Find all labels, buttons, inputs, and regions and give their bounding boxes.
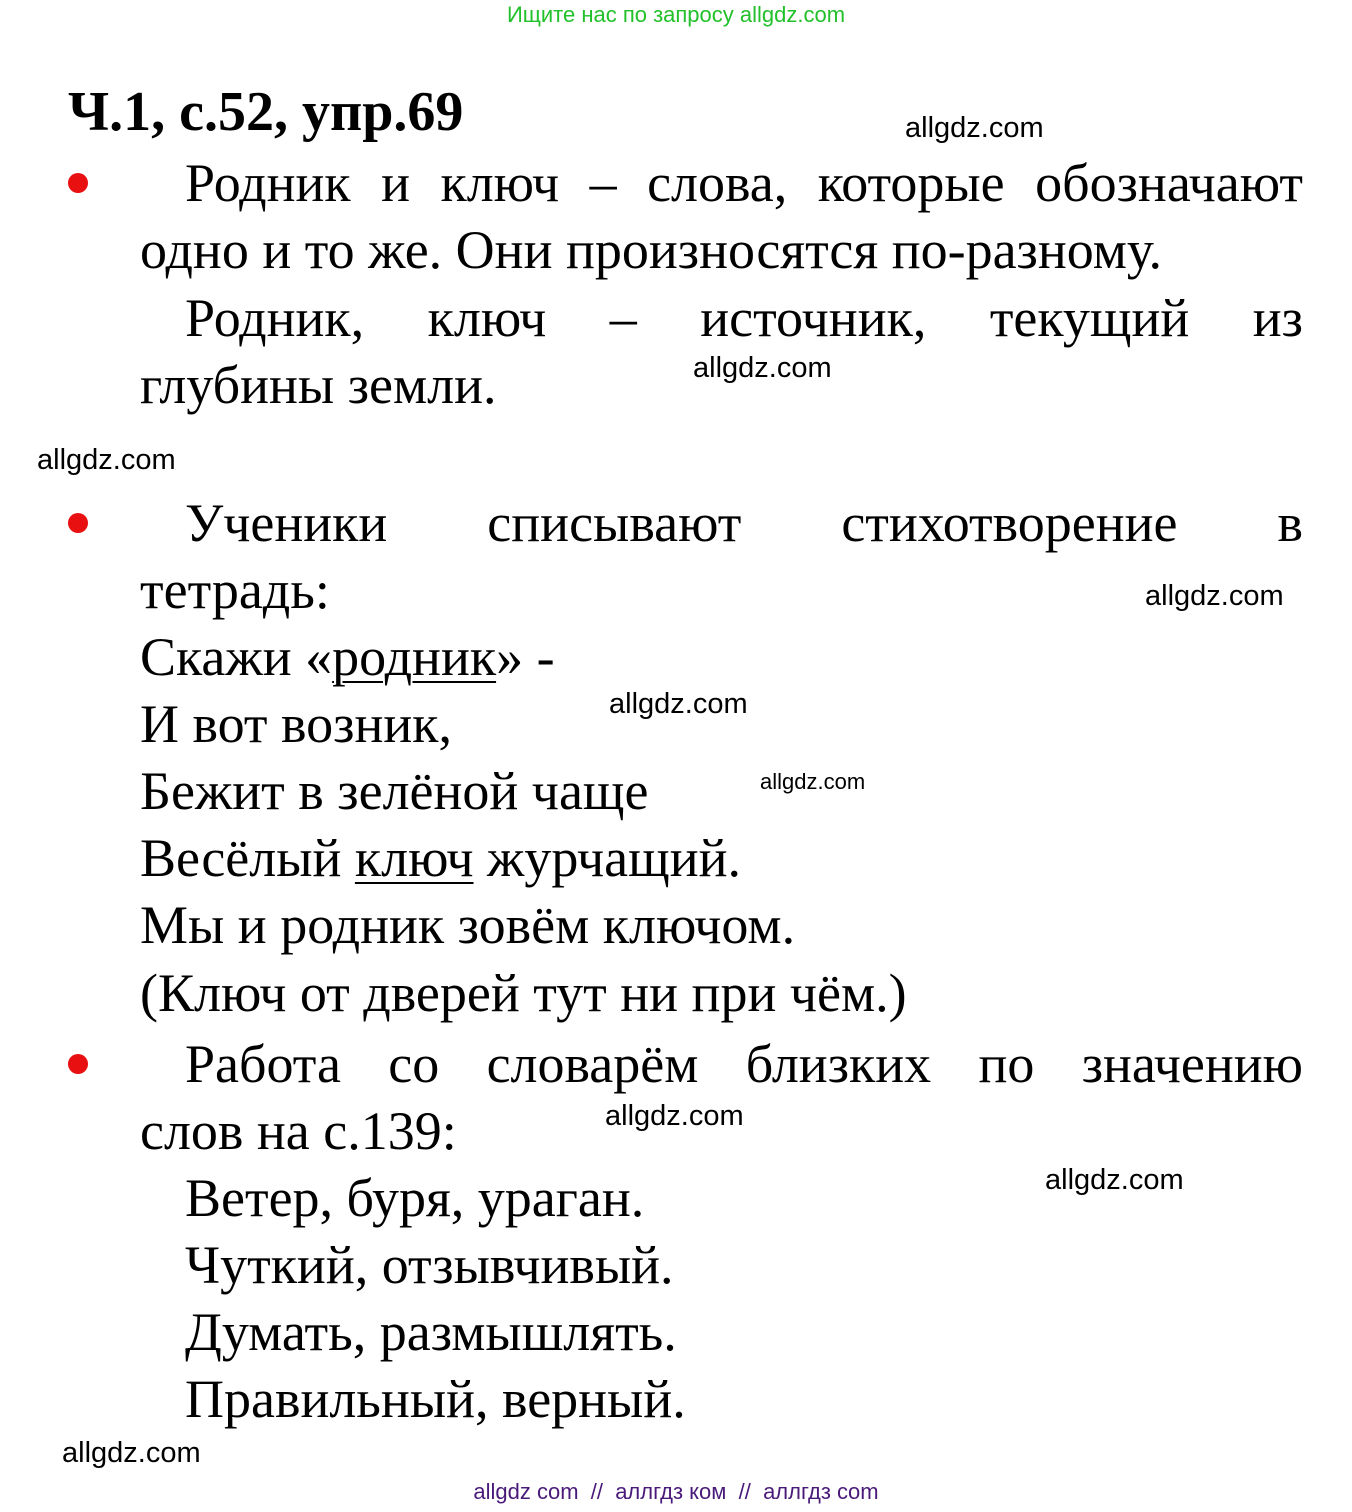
- list-item: Думать, размышлять.: [185, 1302, 677, 1362]
- poem-line: Мы и родник зовём ключом.: [140, 895, 796, 955]
- page-title: Ч.1, с.52, упр.69: [68, 81, 464, 143]
- text: » -: [496, 627, 555, 687]
- watermark: allgdz.com: [609, 688, 748, 720]
- bullet-icon: [68, 513, 88, 533]
- text-line: глубины земли.: [140, 355, 497, 415]
- watermark: allgdz.com: [62, 1437, 201, 1469]
- watermark: allgdz.com: [1145, 580, 1284, 612]
- watermark: allgdz.com: [37, 444, 176, 476]
- text-line: Ученики списывают стихотворение в: [185, 493, 1303, 553]
- watermark: allgdz.com: [760, 769, 866, 794]
- search-banner: Ищите нас по запросу allgdz.com: [506, 2, 846, 27]
- watermark: allgdz.com: [1045, 1164, 1184, 1196]
- poem-line: (Ключ от дверей тут ни при чём.): [140, 963, 907, 1023]
- list-item: Правильный, верный.: [185, 1369, 686, 1429]
- poem-line: И вот возник,: [140, 694, 453, 754]
- poem-line: Бежит в зелёной чаще: [140, 761, 649, 821]
- bullet-icon: [68, 1054, 88, 1074]
- text-line: Работа со словарём близких по значению: [185, 1034, 1303, 1094]
- text-line: тетрадь:: [140, 560, 330, 620]
- text: журчащий.: [473, 828, 742, 888]
- list-item: Ветер, буря, ураган.: [185, 1168, 645, 1228]
- text-line: Родник, ключ – источник, текущий из: [185, 288, 1303, 348]
- underlined-word: родник: [332, 627, 497, 687]
- bullet-icon: [68, 173, 88, 193]
- poem-line: [140, 825, 741, 892]
- text: Скажи «: [140, 627, 333, 687]
- text: Весёлый: [140, 828, 355, 888]
- watermark: allgdz.com: [693, 352, 832, 384]
- underlined-word: ключ: [354, 828, 474, 888]
- footer-links: allgdz com // аллгдз ком // аллгдз com: [473, 1479, 879, 1504]
- poem-line: [140, 624, 555, 691]
- text-line: одно и то же. Они произносятся по-разному.: [140, 220, 1163, 280]
- watermark: allgdz.com: [905, 112, 1044, 144]
- text-line: Родник и ключ – слова, которые обозначают: [185, 153, 1303, 213]
- list-item: Чуткий, отзывчивый.: [185, 1235, 674, 1295]
- watermark: allgdz.com: [605, 1100, 744, 1132]
- text-line: слов на с.139:: [140, 1101, 457, 1161]
